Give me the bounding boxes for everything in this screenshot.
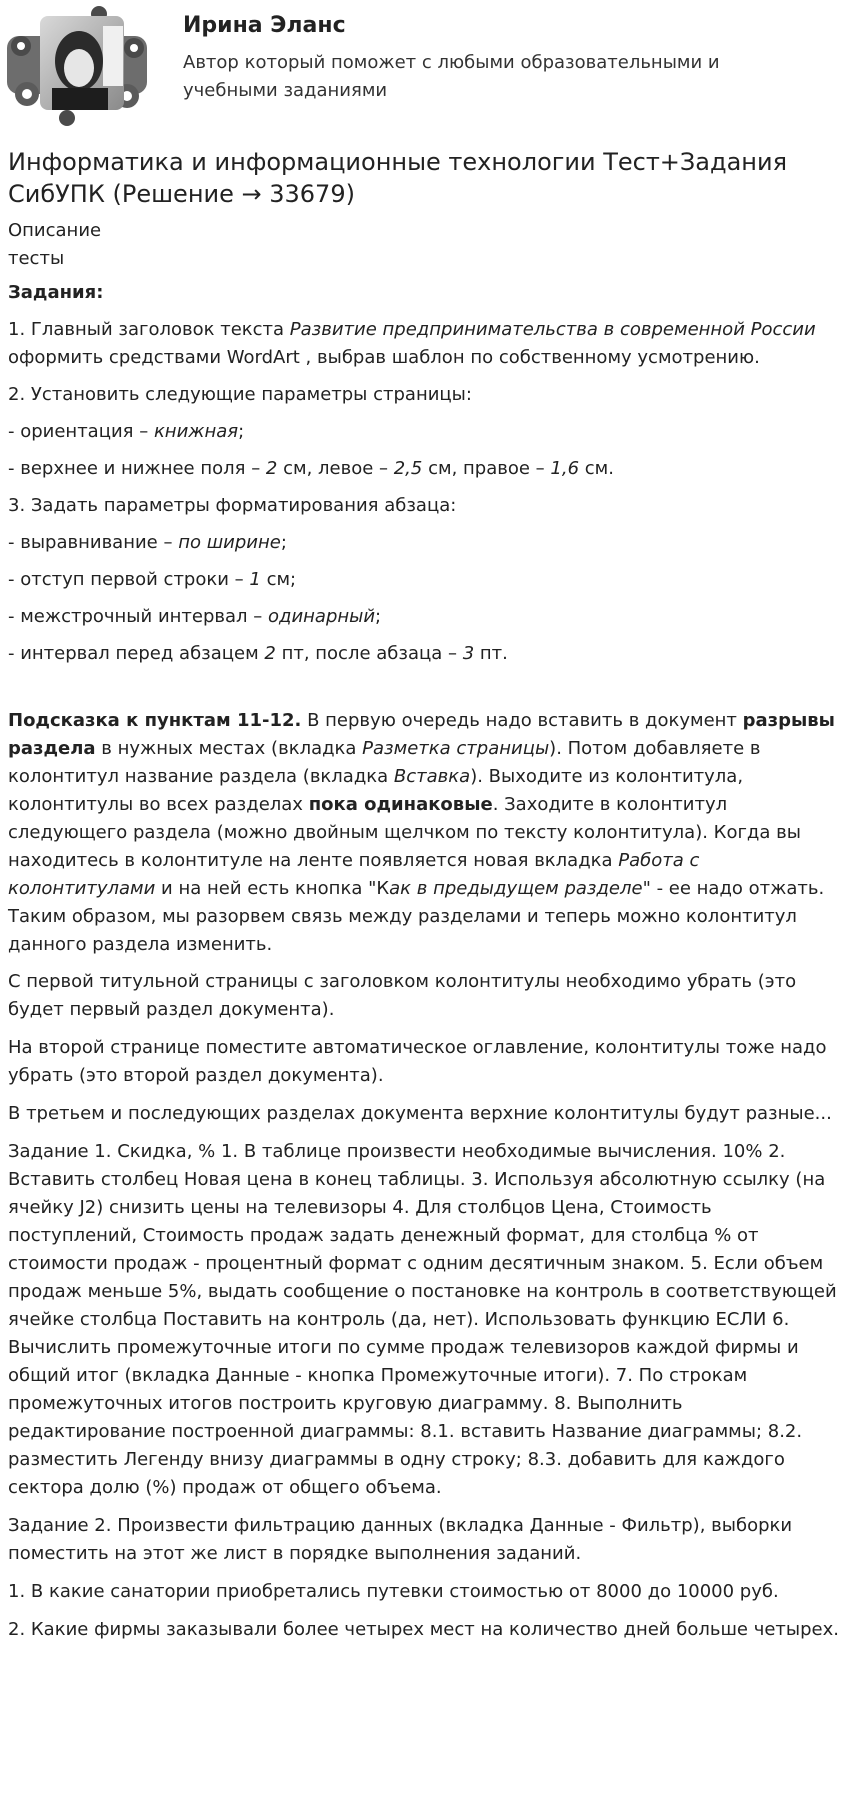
author-header bbox=[0, 0, 847, 132]
page-title: Информатика и информационные технологии Тест+Задания СибУПК (Решение → 33679) bbox=[8, 148, 788, 208]
param-margins: - верхнее и нижнее поля – 2 см, левое – 2,5 см, правое – 1,6 см. bbox=[8, 458, 614, 479]
param-alignment: - выравнивание – по ширине; bbox=[8, 532, 287, 553]
tests-label: тесты bbox=[8, 248, 65, 269]
task-2: 2. Установить следующие параметры страницы: bbox=[8, 384, 472, 405]
tasks-heading: Задания: bbox=[8, 282, 104, 303]
hint-paragraph: Подсказка к пунктам 11-12. В первую очередь надо вставить в документ разрывы раздела в нужных местах (вкладка Разметка страницы). Потом добавляете в колонтитул название раздела (вкладка Вставка). Выходите из колонтитула, колонтитулы во всех разделах пока одинаковые. Заходите в колонтитул следующего раздела (можно двойным щелчком по тексту колонтитула). Когда вы находитесь в колонтитуле на ленте появляется новая вкладка Работа с колонтитулами и на ней есть кнопка "Как в предыдущем разделе" - ее надо отжать. Таким образом, мы разорвем связь между разделами и теперь можно колонтитул данного раздела изменить. bbox=[8, 710, 835, 955]
excel-task-2: Задание 2. Произвести фильтрацию данных (вкладка Данные - Фильтр), выборки поместить на этот же лист в порядке выполнения заданий. bbox=[8, 1515, 793, 1564]
author-description: Автор который поможет с любыми образовательными и учебными заданиями bbox=[183, 52, 720, 101]
filter-question-2: 2. Какие фирмы заказывали более четырех мест на количество дней больше четырех. bbox=[8, 1619, 839, 1640]
document-meta bbox=[8, 217, 839, 273]
paragraph-second-page: На второй странице поместите автоматическое оглавление, колонтитулы тоже надо убрать (это второй раздел документа). bbox=[8, 1037, 827, 1086]
task-1: 1. Главный заголовок текста Развитие предпринимательства в современной России оформить средствами WordArt , выбрав шаблон по собственному усмотрению. bbox=[8, 319, 816, 368]
excel-task-1: Задание 1. Скидка, % 1. В таблице произвести необходимые вычисления. 10% 2. Вставить столбец Новая цена в конец таблицы. 3. Используя абсолютную ссылку (на ячейку J2) снизить цены на телевизоры 4. Для столбцов Цена, Стоимость поступлений, Стоимость продаж задать денежный формат, для столбца % от стоимости продаж - процентный формат с одним десятичным знаком. 5. Если объем продаж меньше 5%, выдать сообщение о постановке на контроль в соответствующей ячейке столбца Поставить на контроль (да, нет). Использовать функцию ЕСЛИ 6. Вычислить промежуточные итоги по сумме продаж телевизоров каждой фирмы и общий итог (вкладка Данные - кнопка Промежуточные итоги). 7. По строкам промежуточных итогов построить круговую диаграмму. 8. Выполнить редактирование построенной диаграммы: 8.1. вставить Название диаграммы; 8.2. разместить Легенду внизу диаграммы в одну строку; 8.3. добавить для каждого сектора долю (%) продаж от общего объема. bbox=[8, 1141, 837, 1498]
author-avatar[interactable] bbox=[7, 6, 147, 126]
paragraph-first-page: С первой титульной страницы с заголовком колонтитулы необходимо убрать (это будет первый раздел документа). bbox=[8, 971, 797, 1020]
param-indent: - отступ первой строки – 1 см; bbox=[8, 569, 297, 590]
param-paragraph-interval: - интервал перед абзацем 2 пт, после абзаца – 3 пт. bbox=[8, 643, 508, 664]
filter-question-1: 1. В какие санатории приобретались путевки стоимостью от 8000 до 10000 руб. bbox=[8, 1581, 779, 1602]
document-body bbox=[8, 279, 839, 1644]
param-line-spacing: - межстрочный интервал – одинарный; bbox=[8, 606, 382, 627]
author-name[interactable]: Ирина Эланс bbox=[183, 13, 346, 38]
document-content bbox=[0, 146, 847, 1644]
param-orientation: - ориентация – книжная; bbox=[8, 421, 245, 442]
paragraph-third-section: В третьем и последующих разделах документа верхние колонтитулы будут разные... bbox=[8, 1103, 832, 1124]
task-3: 3. Задать параметры форматирования абзаца: bbox=[8, 495, 457, 516]
description-label: Описание bbox=[8, 220, 102, 241]
